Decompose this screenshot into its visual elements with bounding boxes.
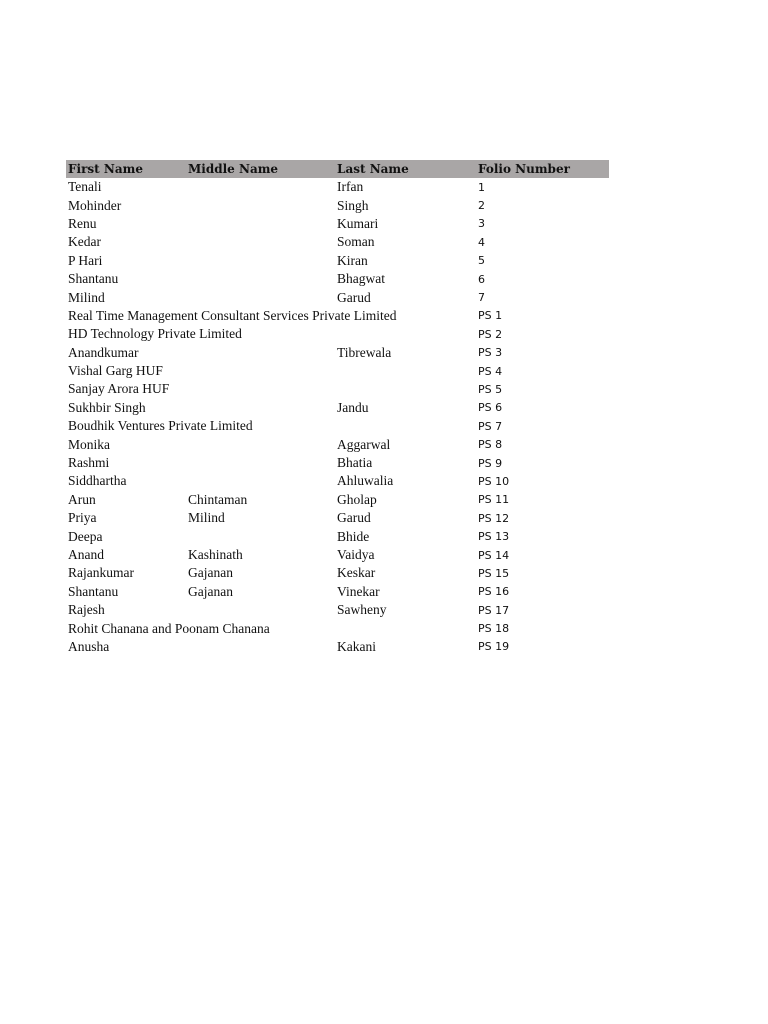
table-row	[66, 380, 609, 398]
cell-first-name: Sanjay Arora HUF	[68, 381, 170, 397]
shareholder-table	[66, 160, 609, 656]
cell-folio-number: 4	[478, 235, 485, 249]
header-last-name: Last Name	[337, 162, 409, 176]
cell-folio-number: PS 2	[478, 327, 503, 341]
cell-first-name: Rajesh	[68, 602, 105, 618]
cell-folio-number: 6	[478, 272, 485, 286]
table-header-row	[66, 160, 609, 178]
cell-last-name: Kakani	[337, 638, 376, 654]
cell-last-name: Garud	[337, 289, 371, 305]
cell-folio-number: PS 8	[478, 438, 503, 452]
cell-first-name: Sukhbir Singh	[68, 399, 146, 415]
cell-folio-number: PS 16	[478, 585, 510, 599]
cell-first-name: Deepa	[68, 528, 103, 544]
table-row	[66, 491, 609, 509]
cell-folio-number: PS 5	[478, 382, 503, 396]
cell-folio-number: PS 19	[478, 640, 510, 654]
cell-folio-number: PS 7	[478, 419, 503, 433]
cell-first-name: Shantanu	[68, 271, 119, 287]
cell-last-name: Kiran	[337, 252, 368, 268]
table-row	[66, 546, 609, 564]
cell-first-name: Shantanu	[68, 583, 119, 599]
cell-last-name: Bhide	[337, 528, 370, 544]
cell-first-name: Real Time Management Consultant Services Private Limited	[68, 307, 397, 323]
cell-last-name: Sawheny	[337, 602, 387, 618]
cell-folio-number: 2	[478, 199, 485, 213]
table-row	[66, 215, 609, 233]
cell-last-name: Singh	[337, 197, 369, 213]
cell-first-name: HD Technology Private Limited	[68, 326, 242, 342]
table-row	[66, 564, 609, 582]
table-row	[66, 344, 609, 362]
cell-first-name: Rashmi	[68, 455, 110, 471]
cell-folio-number: PS 10	[478, 474, 510, 488]
table-row	[66, 638, 609, 656]
header-middle-name: Middle Name	[188, 162, 279, 176]
table-body	[66, 178, 609, 656]
cell-first-name: Arun	[68, 491, 96, 507]
cell-middle-name: Gajanan	[188, 565, 233, 581]
cell-first-name: Boudhik Ventures Private Limited	[68, 418, 253, 434]
cell-last-name: Bhagwat	[337, 271, 385, 287]
cell-first-name: Mohinder	[68, 197, 122, 213]
cell-folio-number: PS 6	[478, 401, 503, 415]
cell-first-name: Rajankumar	[68, 565, 134, 581]
cell-first-name: P Hari	[68, 252, 103, 268]
cell-last-name: Soman	[337, 234, 375, 250]
table-row	[66, 288, 609, 306]
cell-middle-name: Chintaman	[188, 491, 248, 507]
cell-last-name: Irfan	[337, 179, 364, 195]
table-row	[66, 270, 609, 288]
table-row	[66, 509, 609, 527]
table-row	[66, 252, 609, 270]
cell-folio-number: 3	[478, 217, 485, 231]
cell-folio-number: PS 18	[478, 622, 510, 636]
cell-middle-name: Gajanan	[188, 583, 233, 599]
table-row	[66, 583, 609, 601]
cell-first-name: Anand	[68, 547, 104, 562]
cell-first-name: Tenali	[68, 179, 102, 195]
table-row	[66, 417, 609, 435]
cell-middle-name: Milind	[188, 510, 225, 526]
cell-first-name: Anandkumar	[68, 344, 139, 360]
header-first-name: First Name	[68, 162, 143, 176]
table-row	[66, 362, 609, 380]
table-row	[66, 196, 609, 214]
table-row	[66, 472, 609, 490]
table-row	[66, 619, 609, 637]
table-row	[66, 178, 609, 196]
cell-folio-number: PS 13	[478, 530, 510, 544]
cell-folio-number: 5	[478, 254, 485, 268]
cell-middle-name: Kashinath	[188, 547, 243, 562]
cell-last-name: Tibrewala	[337, 344, 392, 360]
cell-last-name: Aggarwal	[337, 436, 391, 452]
cell-first-name: Kedar	[68, 234, 101, 250]
cell-folio-number: PS 17	[478, 603, 510, 617]
cell-first-name: Priya	[68, 510, 97, 526]
cell-last-name: Ahluwalia	[337, 473, 394, 489]
cell-folio-number: PS 14	[478, 548, 510, 562]
header-folio-number: Folio Number	[478, 162, 570, 176]
table-row	[66, 601, 609, 619]
table-row	[66, 454, 609, 472]
cell-folio-number: 7	[478, 291, 485, 305]
table-row	[66, 307, 609, 325]
table-row	[66, 527, 609, 545]
cell-last-name: Vinekar	[337, 583, 380, 599]
cell-folio-number: 1	[478, 180, 485, 194]
cell-folio-number: PS 11	[478, 493, 510, 507]
cell-folio-number: PS 1	[478, 309, 503, 323]
cell-first-name: Monika	[68, 436, 110, 452]
cell-last-name: Bhatia	[337, 455, 373, 471]
cell-last-name: Jandu	[337, 399, 369, 415]
cell-first-name: Anusha	[68, 638, 110, 654]
cell-folio-number: PS 15	[478, 566, 510, 580]
cell-first-name: Siddhartha	[68, 473, 127, 489]
table-row	[66, 435, 609, 453]
cell-folio-number: PS 9	[478, 456, 503, 470]
cell-folio-number: PS 12	[478, 511, 510, 525]
cell-last-name: Vaidya	[337, 547, 375, 562]
cell-first-name: Rohit Chanana and Poonam Chanana	[68, 620, 270, 636]
cell-first-name: Milind	[68, 289, 105, 305]
cell-last-name: Keskar	[337, 565, 376, 581]
cell-folio-number: PS 4	[478, 364, 503, 378]
table-row	[66, 399, 609, 417]
cell-first-name: Renu	[68, 215, 97, 231]
cell-last-name: Garud	[337, 510, 371, 526]
table-row	[66, 233, 609, 251]
cell-first-name: Vishal Garg HUF	[68, 363, 163, 379]
table-row	[66, 325, 609, 343]
cell-folio-number: PS 3	[478, 346, 503, 360]
cell-last-name: Kumari	[337, 215, 379, 231]
cell-last-name: Gholap	[337, 491, 377, 507]
